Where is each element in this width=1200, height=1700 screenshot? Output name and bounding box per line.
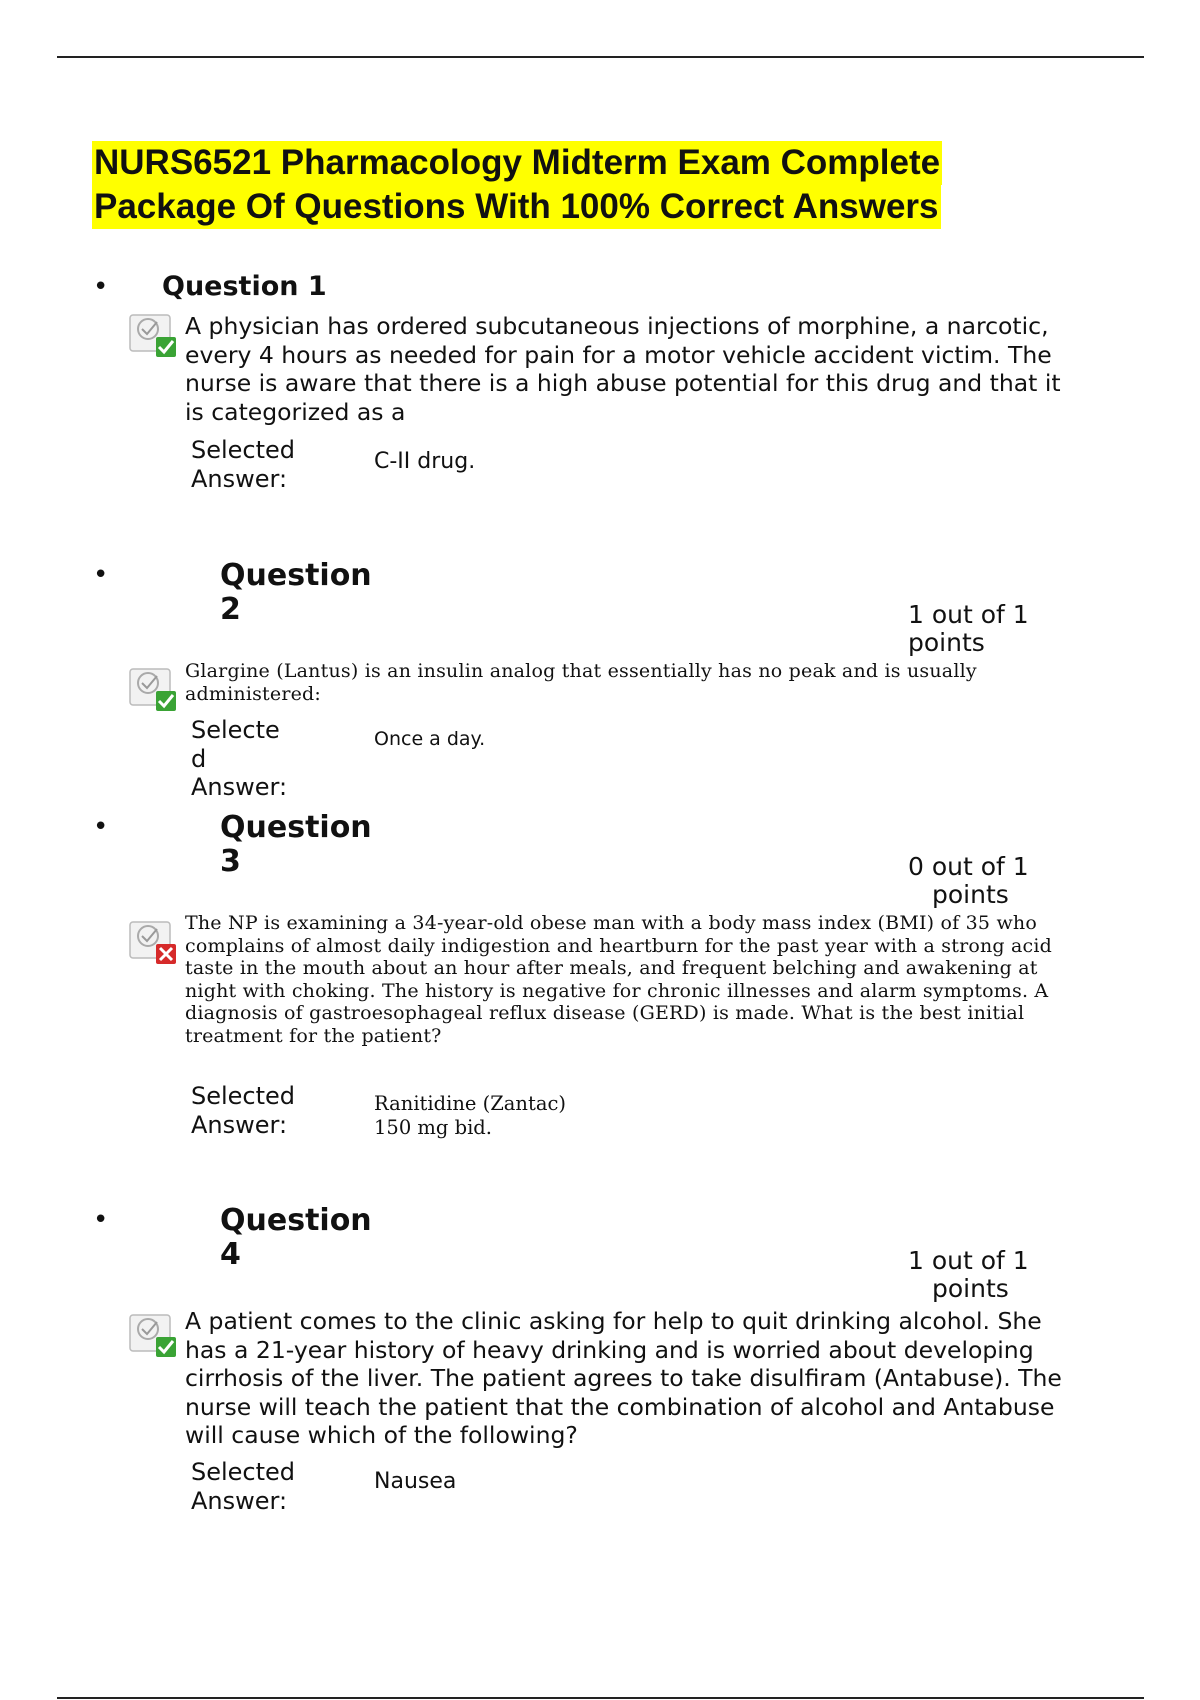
selected-answer-label — [191, 716, 301, 802]
question-word: Question — [220, 558, 372, 593]
label-part-2: d — [191, 744, 207, 773]
points-unit: points — [908, 628, 985, 657]
incorrect-x-icon — [128, 916, 180, 968]
points-value: 1 out of 1 — [908, 600, 1029, 629]
label-part-1: Selecte — [191, 716, 280, 744]
question-text: A physician has ordered subcutaneous injections of morphine, a narcotic, every 4 hours as needed for pain for a motor vehicle accident victim. The nurse is aware that there is a high abuse potential for this drug and that it is categorized as a — [185, 312, 1061, 426]
question-word: Question — [220, 810, 372, 845]
selected-answer — [374, 1092, 566, 1140]
question-heading — [220, 559, 420, 627]
question-heading — [220, 811, 420, 879]
label-part-3: Answer: — [191, 773, 288, 801]
question-text: A patient comes to the clinic asking for help to quit drinking alcohol. She has a 21-year history of heavy drinking and is worried about developing cirrhosis of the liver. The patient agrees to take disulfiram (Antabuse). The nurse will teach the patient that the combination of alcohol and Antabuse will cause which of the following? — [185, 1307, 1062, 1449]
correct-check-icon — [128, 663, 180, 715]
bullet-icon: • — [93, 812, 109, 842]
answer-line-1: Ranitidine (Zantac) — [374, 1092, 566, 1115]
bullet-icon: • — [93, 560, 109, 590]
answer-line-2: 150 mg bid. — [374, 1116, 492, 1139]
points-score — [908, 601, 1029, 657]
points-score — [908, 853, 1029, 909]
points-unit: points — [932, 880, 1009, 909]
selected-answer: Once a day. — [374, 728, 486, 750]
question-heading: Question 1 — [162, 271, 327, 302]
correct-check-icon — [128, 309, 180, 361]
points-unit: points — [932, 1274, 1009, 1303]
selected-answer-label: Selected Answer: — [191, 436, 296, 493]
points-score — [908, 1247, 1029, 1303]
question-text: Glargine (Lantus) is an insulin analog that essentially has no peak and is usually administered: — [185, 660, 977, 705]
selected-answer-label: Selected Answer: — [191, 1458, 296, 1515]
points-value: 1 out of 1 — [908, 1246, 1029, 1275]
title-line-2: Package Of Questions With 100% Correct Answers — [92, 185, 941, 229]
question-number: 4 — [220, 1237, 241, 1272]
question-text: The NP is examining a 34-year-old obese man with a body mass index (BMI) of 35 who complains of almost daily indigestion and heartburn for the past year with a strong acid taste in the mouth about an hour after meals, and frequent belching and awakening at night with choking. The history is negative for chronic illnesses and alarm symptoms. A diagnosis of gastroesophageal reflux disease (GERD) is made. What is the best initial treatment for the patient? — [185, 912, 1053, 1047]
bullet-icon: • — [93, 272, 109, 302]
title-line-1: NURS6521 Pharmacology Midterm Exam Complete — [92, 141, 942, 185]
selected-answer: Nausea — [374, 1469, 457, 1494]
bullet-icon: • — [93, 1205, 109, 1235]
top-rule — [57, 56, 1144, 58]
bottom-rule — [57, 1697, 1144, 1699]
selected-answer-label: Selected Answer: — [191, 1082, 296, 1139]
points-value: 0 out of 1 — [908, 852, 1029, 881]
question-number: 2 — [220, 592, 241, 627]
document-title — [92, 141, 942, 229]
question-heading — [220, 1204, 420, 1272]
correct-check-icon — [128, 1309, 180, 1361]
question-word: Question — [220, 1203, 372, 1238]
selected-answer: C-II drug. — [374, 449, 476, 474]
question-number: 3 — [220, 844, 241, 879]
